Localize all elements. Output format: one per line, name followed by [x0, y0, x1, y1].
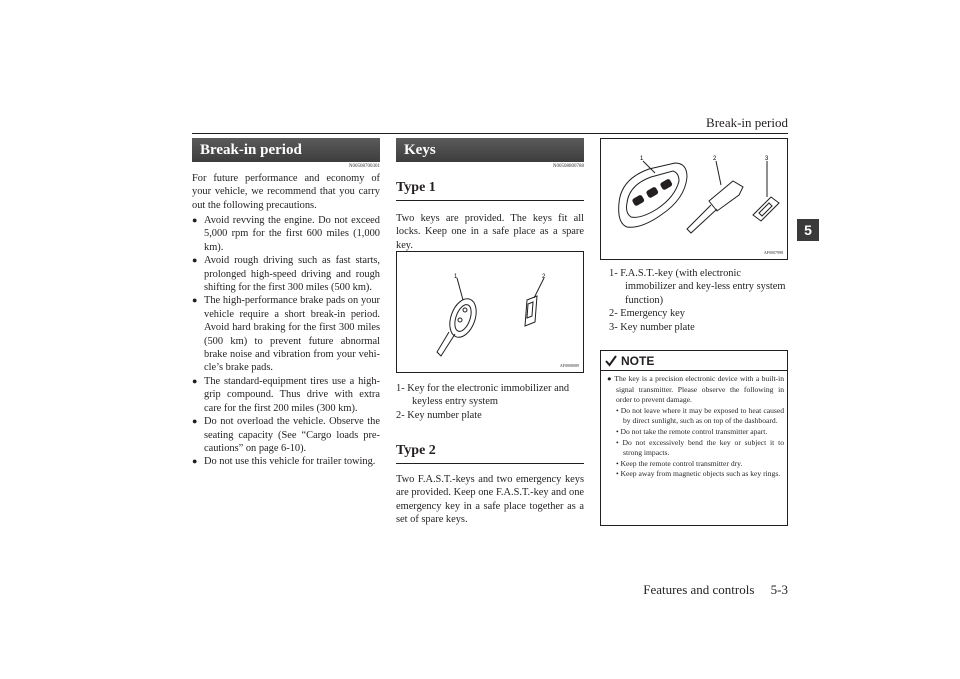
- figure-label: 2: [542, 274, 546, 280]
- section-code: N00508800788: [552, 164, 584, 169]
- figure-label: 1: [640, 156, 644, 162]
- type-1-text: Two keys are provided. The keys fit all locks. Keep one in a safe place as a spare key.: [396, 213, 584, 251]
- note-header: [601, 351, 787, 371]
- break-in-precautions-list: [192, 214, 380, 469]
- note-box: [600, 350, 788, 526]
- page-footer: Features and controls 5-3: [643, 582, 788, 597]
- figure-label: 2: [713, 156, 717, 162]
- note-item: • Keep the remote control transmitter dry.: [616, 458, 743, 468]
- note-item: • Do not leave where it may be exposed to heat caused by direct sunlight, such as on top of the dashboard.: [616, 405, 784, 426]
- break-in-intro: For future performance and economy of your vehicle, we recommend that you carry out the following precautions.: [192, 173, 380, 211]
- list-item: ● The high-performance brake pads on your vehicle require a short break-in period. Avoid hard braking for the first 300 miles (500 km) to prevent future abnormal brake noise and vibration from your vehi-cle’s brake pads.: [192, 294, 380, 374]
- subheading-type-2: Type 2: [396, 441, 584, 464]
- section-heading-break-in: Break-in period: [192, 138, 380, 162]
- figure-code: AF0008089: [559, 363, 579, 368]
- checkmark-icon: [605, 355, 617, 367]
- header-rule: [192, 133, 788, 134]
- caption-item: 1- F.A.S.T.-key (with electronic immobilizer and key-less entry system function): [609, 268, 786, 306]
- chapter-tab: 5: [797, 219, 819, 241]
- note-lead: ● The key is a precision electronic device with a built-in signal transmitter. Please observe the following in order to prevent damage.: [607, 374, 784, 405]
- subheading-type-1: Type 1: [396, 178, 584, 201]
- figure-2-captions: [609, 267, 787, 334]
- note-item: • Do not excessively bend the key or subject it to strong impacts.: [616, 437, 784, 458]
- note-item: • Keep away from magnetic objects such as key rings.: [616, 469, 781, 479]
- section-code: N00508700301: [348, 164, 380, 169]
- list-item: ● Do not use this vehicle for trailer towing.: [192, 455, 380, 468]
- note-item: • Do not take the remote control transmitter apart.: [616, 426, 768, 436]
- key-illustration: [397, 252, 583, 372]
- figure-code: AF0007998: [763, 250, 783, 255]
- section-heading-keys: Keys: [396, 138, 584, 162]
- key-illustration: [601, 139, 787, 259]
- keys-type-2-figure: [600, 138, 788, 260]
- figure-1-captions: [396, 382, 584, 422]
- list-item: ● Do not overload the vehicle. Observe the seating capacity (See “Cargo loads pre-cautions” on page 6-10).: [192, 415, 380, 455]
- keys-type-1-figure: [396, 251, 584, 373]
- caption-item: 3- Key number plate: [609, 321, 695, 333]
- figure-label: 3: [765, 156, 769, 162]
- type-2-text: Two F.A.S.T.-keys and two emergency keys are provided. Keep one F.A.S.T.-key and one emergency key in a safe place together as a set of spare keys.: [396, 474, 584, 526]
- caption-item: 2- Key number plate: [396, 409, 482, 421]
- note-title: NOTE: [621, 353, 655, 368]
- list-item: ● Avoid revving the engine. Do not exceed 5,000 rpm for the first 600 miles (1,000 km).: [192, 214, 380, 254]
- caption-item: 2- Emergency key: [609, 308, 685, 320]
- figure-label: 1: [454, 274, 458, 280]
- page-header-title: Break-in period: [706, 115, 788, 130]
- note-body: [601, 371, 787, 483]
- list-item: ● Avoid rough driving such as fast starts, prolonged high-speed driving and rough shifting for the first 300 miles (500 km).: [192, 254, 380, 294]
- caption-item: 1- Key for the electronic immobilizer and keyless entry system: [396, 383, 570, 408]
- list-item: ● The standard-equipment tires use a high-grip compound. Thus drive with extra care for the first 200 miles (300 km).: [192, 375, 380, 415]
